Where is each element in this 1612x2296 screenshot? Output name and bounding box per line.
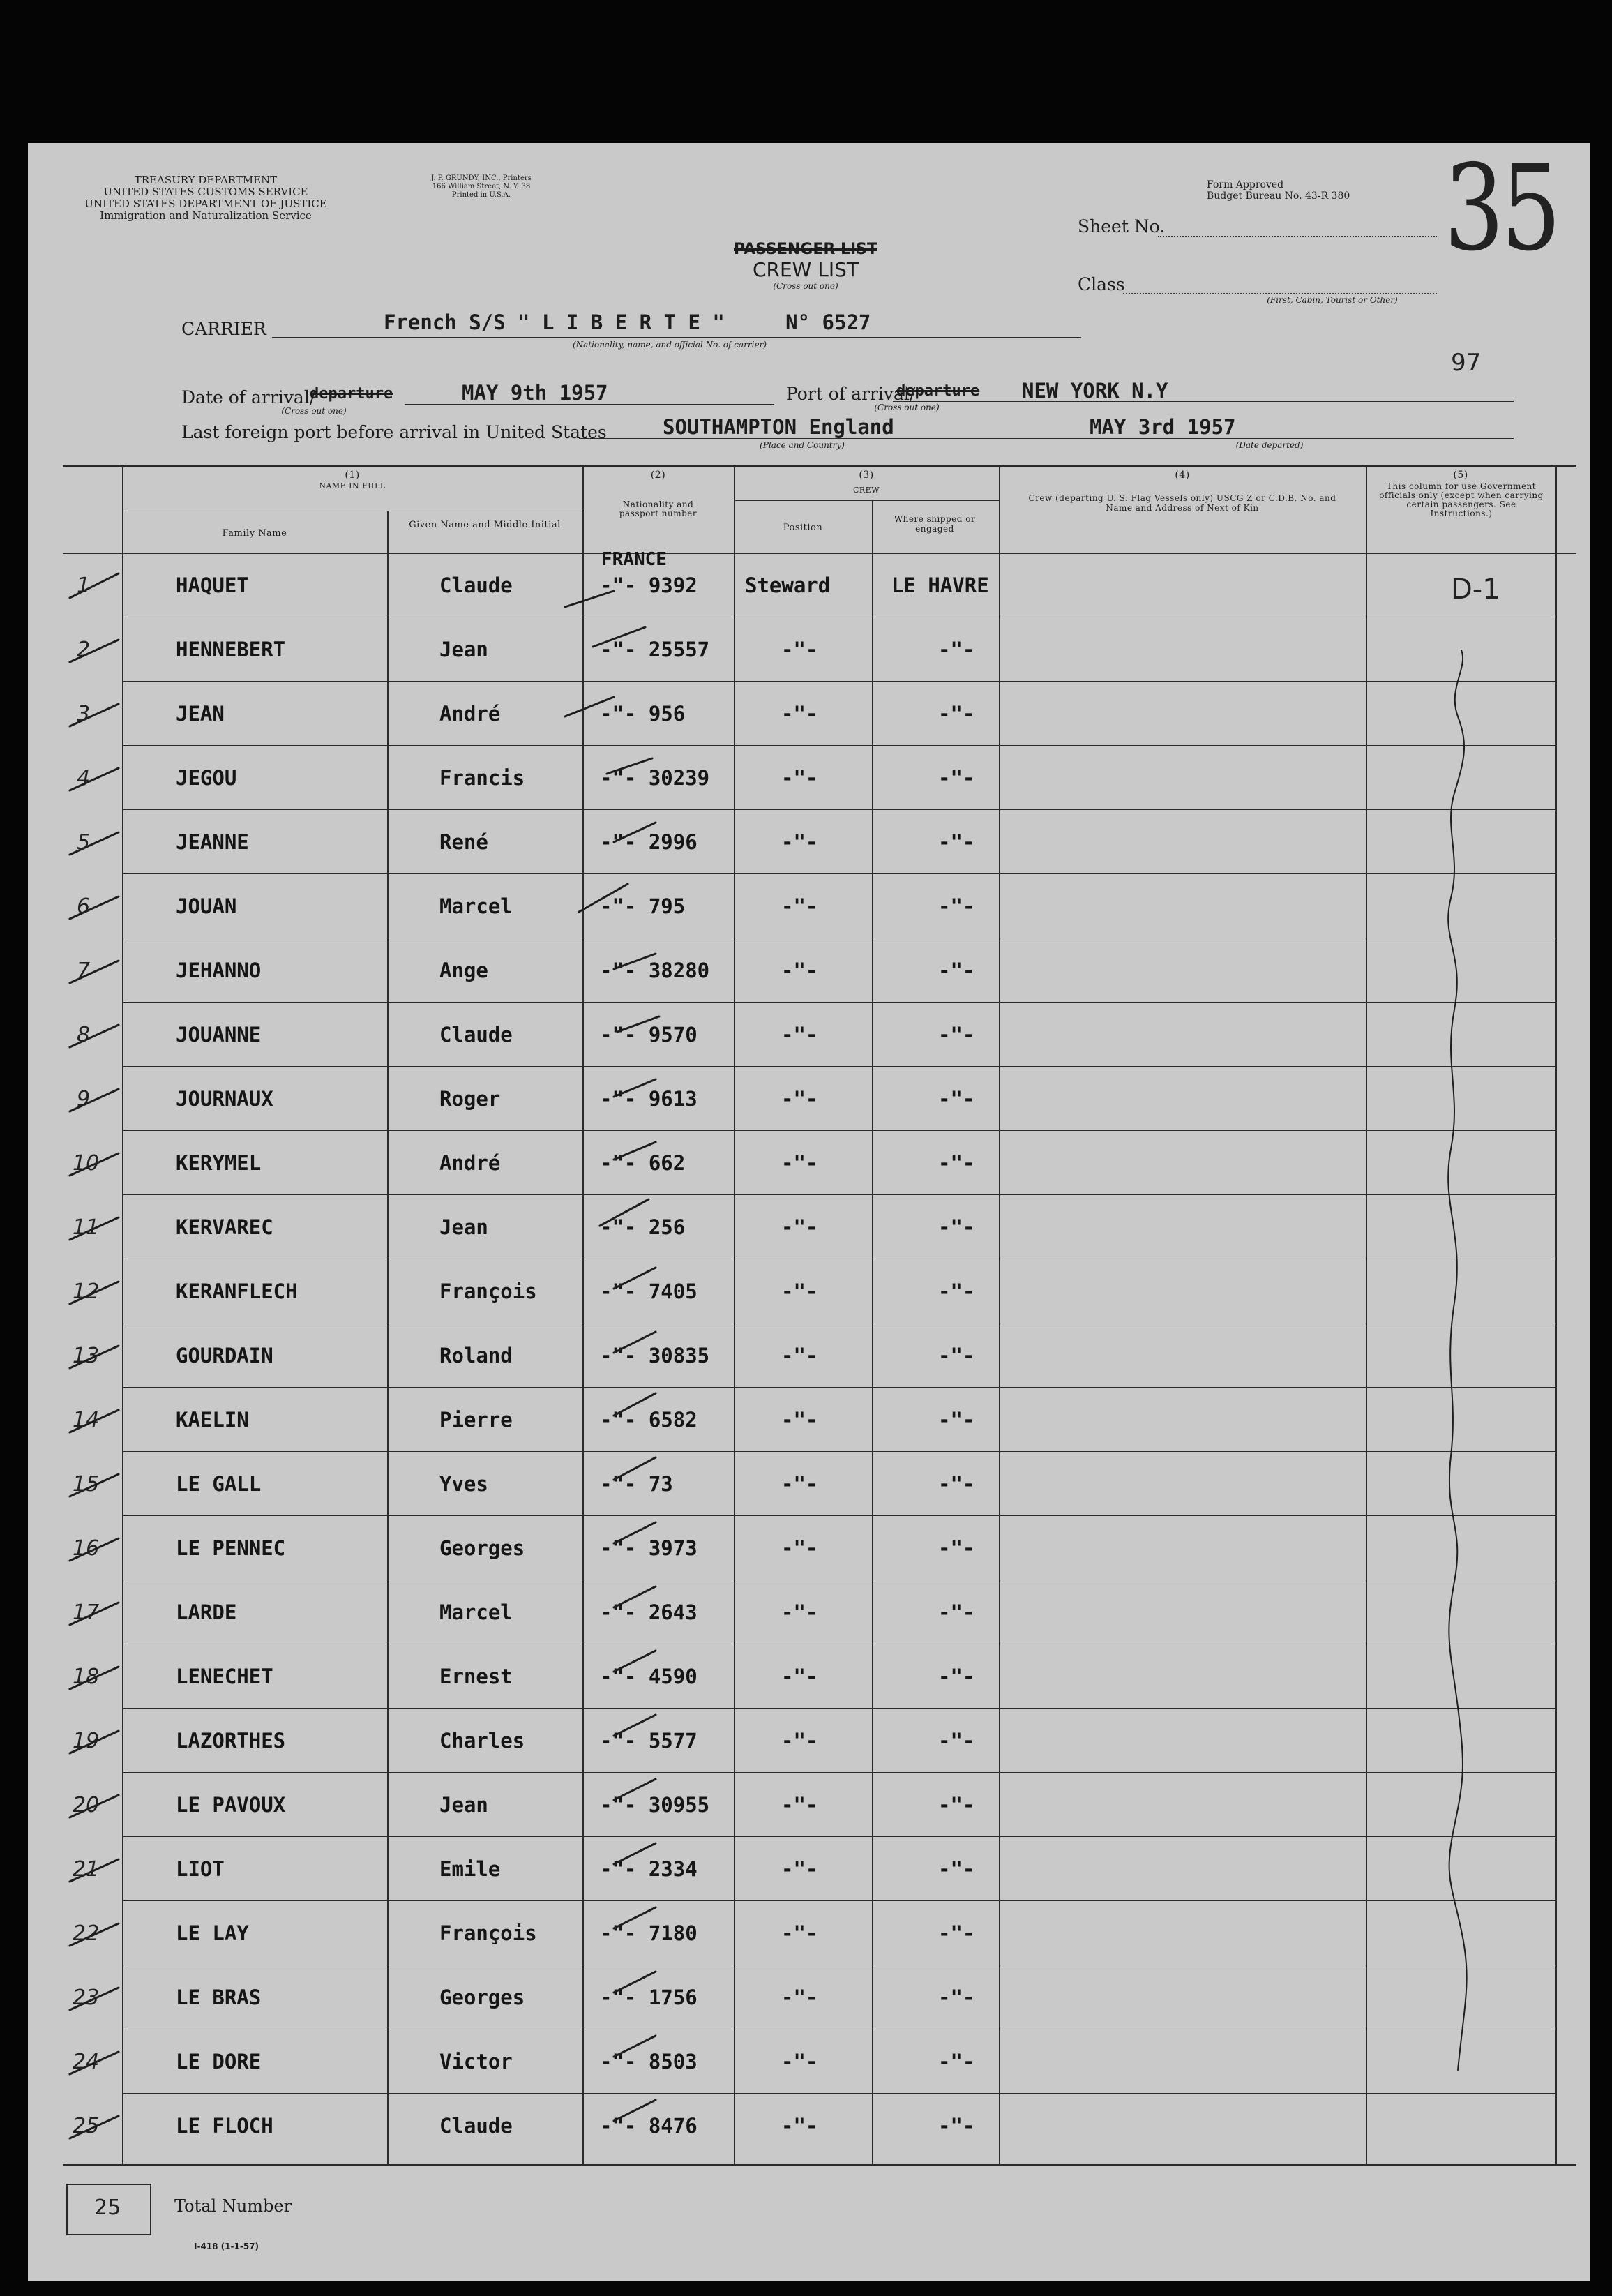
position: -"- (781, 894, 818, 918)
given-name: Claude (439, 573, 513, 597)
row-number: 15 (73, 1472, 100, 1496)
where-shipped: -"- (938, 1986, 975, 2009)
row-number: 18 (73, 1665, 100, 1689)
given-name: Pierre (439, 1408, 513, 1432)
where-shipped: -"- (938, 894, 975, 918)
passport-number: -"- 4590 (600, 1665, 698, 1688)
col5-number: (5) (1453, 470, 1468, 481)
family-name: LENECHET (176, 1665, 273, 1688)
row-number: 21 (73, 1857, 100, 1882)
given-name: Charles (439, 1729, 525, 1753)
official-wavy-line (1448, 650, 1466, 2070)
departed-caption: (Date departed) (1235, 440, 1304, 450)
given-name: Victor (439, 2050, 513, 2073)
passport-number: -"- 73 (600, 1472, 673, 1496)
family-name: JEGOU (176, 766, 237, 790)
check-mark (70, 832, 119, 855)
tick-mark (614, 823, 656, 842)
printer-line: Printed in U.S.A. (451, 191, 511, 199)
row-number: 11 (73, 1215, 100, 1240)
family-name: KERANFLECH (176, 1280, 298, 1303)
agency-block (56, 174, 356, 222)
row-number: 20 (73, 1793, 100, 1817)
where-shipped: -"- (938, 1536, 975, 1560)
family-name: KERYMEL (176, 1151, 262, 1175)
carrier-value: French S/S " L I B E R T E " N° 6527 (384, 310, 871, 334)
check-mark (70, 1538, 119, 1561)
check-mark (70, 1667, 119, 1689)
port-value: NEW YORK N.Y (1022, 379, 1168, 403)
port-label: Port of arrival/ (786, 384, 916, 404)
given-name-header: Given Name and Middle Initial (409, 520, 561, 530)
total-value: 25 (94, 2196, 121, 2220)
where-shipped: -"- (938, 1408, 975, 1432)
check-mark (70, 704, 119, 726)
tick-mark (614, 1586, 656, 1607)
printer-block (391, 174, 572, 200)
tick-mark (614, 1779, 656, 1800)
position: -"- (781, 1793, 818, 1817)
position: -"- (781, 1087, 818, 1111)
position: -"- (781, 1729, 818, 1753)
family-name: JEANNE (176, 830, 249, 854)
handwritten-marks (63, 465, 1576, 2168)
check-mark (70, 1410, 119, 1432)
position: -"- (781, 1280, 818, 1303)
tick-mark (614, 954, 656, 969)
position: -"- (781, 1665, 818, 1688)
given-name: André (439, 1151, 501, 1175)
where-shipped: -"- (938, 1665, 975, 1688)
row-number: 3 (77, 702, 91, 726)
family-name: LE GALL (176, 1472, 262, 1496)
check-mark (70, 1474, 119, 1496)
passport-number: -"- 25557 (600, 638, 710, 661)
family-name: KAELIN (176, 1408, 249, 1432)
check-mark (70, 1282, 119, 1304)
position: -"- (781, 2050, 818, 2073)
given-name: Roland (439, 1344, 513, 1367)
family-name: LE PENNEC (176, 1536, 286, 1560)
col2-title: Nationality and passport number (619, 500, 698, 518)
family-name: JEHANNO (176, 959, 262, 982)
position: -"- (781, 1857, 818, 1881)
given-name: Yves (439, 1472, 488, 1496)
position: Steward (745, 573, 831, 597)
row-number: 7 (77, 959, 91, 983)
crew-list-document (28, 140, 1590, 2281)
tick-mark (614, 1079, 656, 1097)
family-name: LARDE (176, 1600, 237, 1624)
position: -"- (781, 1600, 818, 1624)
position: -"- (781, 1408, 818, 1432)
where-shipped: -"- (938, 1729, 975, 1753)
position: -"- (781, 1151, 818, 1175)
where-shipped: -"- (938, 1472, 975, 1496)
class-caption: (First, Cabin, Tourist or Other) (1267, 295, 1398, 305)
tick-mark (614, 1332, 656, 1353)
family-name: LE PAVOUX (176, 1793, 286, 1817)
row-number: 17 (73, 1600, 100, 1625)
family-name: LAZORTHES (176, 1729, 286, 1753)
position: -"- (781, 1344, 818, 1367)
given-name: André (439, 702, 501, 726)
crew-table (63, 465, 1576, 2293)
tick-mark (617, 1016, 659, 1032)
departed-value: MAY 3rd 1957 (1090, 415, 1236, 439)
col4-title: Crew (departing U. S. Flag Vessels only) USCG Z or C.D.B. No. and Name and Address of Next of Kin (1028, 493, 1336, 513)
form-approved-line: Budget Bureau No. 43-R 380 (1207, 190, 1350, 202)
given-name: Georges (439, 1986, 525, 2009)
family-name: LE BRAS (176, 1986, 262, 2009)
family-name: HAQUET (176, 573, 249, 597)
agency-line: Immigration and Naturalization Service (100, 209, 312, 222)
tick-mark (614, 1522, 656, 1543)
tick-mark (579, 884, 628, 912)
sheet-label: Sheet No. (1078, 216, 1166, 237)
passport-number: -"- 7405 (600, 1280, 698, 1303)
passport-number: -"- 38280 (600, 959, 710, 982)
agency-line: UNITED STATES DEPARTMENT OF JUSTICE (84, 197, 327, 210)
check-mark (70, 1603, 119, 1625)
where-shipped: -"- (938, 1151, 975, 1175)
given-name: Marcel (439, 894, 513, 918)
tick-mark (614, 1393, 656, 1416)
total-label: Total Number (174, 2196, 292, 2216)
check-mark (70, 961, 119, 983)
given-name: Jean (439, 638, 488, 661)
passport-number: -"- 956 (600, 702, 686, 726)
check-mark (70, 1089, 119, 1111)
tick-mark (565, 697, 614, 716)
row-number: 12 (73, 1280, 100, 1304)
sheet-number: 35 (1444, 140, 1558, 278)
form-approved-block (1207, 179, 1350, 202)
tick-mark (614, 1268, 656, 1289)
passenger-list-struck: PASSENGER LIST (733, 241, 877, 258)
where-shipped: -"- (938, 638, 975, 661)
row-number: 2 (77, 638, 91, 662)
passport-number: -"- 6582 (600, 1408, 698, 1432)
row-number: 25 (73, 2114, 100, 2138)
check-mark (70, 2052, 119, 2074)
given-name: François (439, 1280, 537, 1303)
position: -"- (781, 766, 818, 790)
row-number: 23 (73, 1986, 100, 2010)
position: -"- (781, 1921, 818, 1945)
given-name: François (439, 1921, 537, 1945)
port-line (893, 401, 1514, 402)
where-shipped: -"- (938, 702, 975, 726)
date-caption: (Cross out one) (281, 406, 347, 416)
check-mark (70, 1988, 119, 2010)
passport-number: -"- 8476 (600, 2114, 698, 2138)
position: -"- (781, 1023, 818, 1046)
tick-mark (614, 1142, 656, 1160)
position: -"- (781, 1215, 818, 1239)
check-mark (70, 896, 119, 919)
where-shipped: LE HAVRE (891, 573, 989, 597)
row-number: 13 (73, 1344, 100, 1368)
where-shipped: -"- (938, 1215, 975, 1239)
passport-number: -"- 30835 (600, 1344, 710, 1367)
check-mark (70, 1346, 119, 1368)
given-name: Marcel (439, 1600, 513, 1624)
passport-number: -"- 795 (600, 894, 686, 918)
passport-number: -"- 2334 (600, 1857, 698, 1881)
list-caption: (Cross out one) (773, 281, 838, 291)
agency-line: UNITED STATES CUSTOMS SERVICE (103, 186, 308, 198)
sheet-line (1158, 236, 1437, 237)
given-name: Francis (439, 766, 525, 790)
given-name: Ange (439, 959, 488, 982)
check-mark (70, 1859, 119, 1882)
passport-number: -"- 30955 (600, 1793, 710, 1817)
passport-number: -"- 30239 (600, 766, 710, 790)
check-mark (70, 573, 119, 598)
family-name: LE FLOCH (176, 2114, 273, 2138)
where-shipped: -"- (938, 2050, 975, 2073)
last-port-caption: (Place and Country) (760, 440, 845, 450)
given-name: Claude (439, 1023, 513, 1046)
row-number: 16 (73, 1536, 100, 1561)
port-struck: departure (896, 382, 980, 400)
passport-number: -"- 2996 (600, 830, 698, 854)
last-port-label: Last foreign port before arrival in United States (181, 422, 607, 442)
row-number: 8 (77, 1023, 91, 1047)
passport-number: -"- 256 (600, 1215, 686, 1239)
col3-number: (3) (859, 470, 874, 481)
col3-title: CREW (852, 486, 880, 495)
date-line (405, 404, 774, 405)
position: -"- (781, 638, 818, 661)
tick-mark (614, 1843, 656, 1864)
tick-mark (614, 1457, 656, 1480)
nationality-header: FRANCE (601, 549, 667, 570)
carrier-label: CARRIER (181, 319, 266, 339)
where-shipped: -"- (938, 1087, 975, 1111)
check-mark (70, 1217, 119, 1240)
family-name: HENNEBERT (176, 638, 286, 661)
position: -"- (781, 2114, 818, 2138)
tick-mark (614, 1715, 656, 1736)
tick-mark (614, 1972, 656, 1993)
given-name: Ernest (439, 1665, 513, 1688)
last-port-line (579, 438, 1514, 439)
shipped-header: Where shipped or engaged (894, 514, 976, 534)
position: -"- (781, 1986, 818, 2009)
class-label: Class (1078, 274, 1125, 294)
where-shipped: -"- (938, 1023, 975, 1046)
row-number: 5 (77, 830, 91, 855)
col2-number: (2) (650, 470, 666, 481)
date-label: Date of arrival/ (181, 387, 316, 407)
printer-line: J. P. GRUNDY, INC., Printers (431, 174, 532, 182)
position: -"- (781, 1536, 818, 1560)
check-mark (70, 1795, 119, 1817)
given-name: Roger (439, 1087, 501, 1111)
carrier-line (272, 337, 1081, 338)
family-name: JOUAN (176, 894, 237, 918)
col5-title: This column for use Government officials only (except when carrying certain passengers. See Instructions.) (1379, 481, 1544, 518)
tick-mark (600, 1199, 649, 1226)
given-name: Jean (439, 1793, 488, 1817)
passport-number: -"- 9392 (600, 573, 698, 597)
position-header: Position (783, 523, 823, 533)
last-port-value: SOUTHAMPTON England (663, 415, 894, 439)
where-shipped: -"- (938, 1600, 975, 1624)
given-name: Emile (439, 1857, 501, 1881)
row-number: 6 (77, 894, 91, 919)
family-name: LIOT (176, 1857, 225, 1881)
tick-mark (607, 758, 652, 774)
total-box (66, 2184, 151, 2235)
where-shipped: -"- (938, 1344, 975, 1367)
position: -"- (781, 1472, 818, 1496)
col1-number: (1) (345, 470, 360, 481)
passport-number: -"- 9570 (600, 1023, 698, 1046)
carrier-caption: (Nationality, name, and official No. of carrier) (572, 340, 767, 350)
tick-mark (614, 2100, 656, 2121)
passport-number: -"- 8503 (600, 2050, 698, 2073)
tick-mark (614, 1651, 656, 1672)
check-mark (70, 768, 119, 790)
col4-number: (4) (1175, 470, 1190, 481)
where-shipped: -"- (938, 1857, 975, 1881)
position: -"- (781, 959, 818, 982)
tick-mark (565, 591, 614, 607)
passport-number: -"- 9613 (600, 1087, 698, 1111)
check-mark (70, 2116, 119, 2138)
where-shipped: -"- (938, 959, 975, 982)
row-number: 4 (77, 766, 91, 790)
col1-title: NAME IN FULL (319, 481, 386, 490)
check-mark (70, 1025, 119, 1047)
given-name: René (439, 830, 488, 854)
family-name: LE DORE (176, 2050, 262, 2073)
family-name: KERVAREC (176, 1215, 273, 1239)
given-name: Claude (439, 2114, 513, 2138)
list-title-block (701, 241, 910, 291)
check-mark (70, 1731, 119, 1753)
class-line (1123, 293, 1437, 294)
page-mark: 97 (1451, 349, 1482, 377)
agency-line: TREASURY DEPARTMENT (134, 174, 278, 186)
where-shipped: -"- (938, 830, 975, 854)
passport-number: -"- 1756 (600, 1986, 698, 2009)
where-shipped: -"- (938, 1280, 975, 1303)
row-number: 19 (73, 1729, 100, 1753)
passport-number: -"- 3973 (600, 1536, 698, 1560)
where-shipped: -"- (938, 1921, 975, 1945)
given-name: Georges (439, 1536, 525, 1560)
passport-number: -"- 2643 (600, 1600, 698, 1624)
family-name-header: Family Name (222, 528, 287, 539)
row-number: 24 (73, 2050, 100, 2074)
where-shipped: -"- (938, 2114, 975, 2138)
family-name: JOURNAUX (176, 1087, 273, 1111)
passport-number: -"- 662 (600, 1151, 686, 1175)
family-name: LE LAY (176, 1921, 249, 1945)
printer-line: 166 William Street, N. Y. 38 (432, 183, 531, 190)
crew-list-title: CREW LIST (752, 258, 859, 281)
row-number: 1 (77, 573, 91, 598)
check-mark (70, 1153, 119, 1176)
tick-mark (593, 627, 645, 647)
family-name: JEAN (176, 702, 225, 726)
row-number: 22 (73, 1921, 100, 1946)
family-name: JOUANNE (176, 1023, 262, 1046)
official-mark: D-1 (1451, 573, 1500, 606)
row-number: 14 (73, 1408, 100, 1432)
passport-number: -"- 7180 (600, 1921, 698, 1945)
position: -"- (781, 830, 818, 854)
given-name: Jean (439, 1215, 488, 1239)
tick-mark (614, 1907, 656, 1928)
check-mark (70, 640, 119, 662)
row-number: 10 (73, 1151, 100, 1176)
check-mark (70, 1923, 119, 1946)
date-struck: departure (310, 385, 393, 403)
form-code: I-418 (1-1-57) (194, 2242, 259, 2251)
where-shipped: -"- (938, 766, 975, 790)
where-shipped: -"- (938, 1793, 975, 1817)
row-number: 9 (77, 1087, 91, 1111)
passport-number: -"- 5577 (600, 1729, 698, 1753)
date-value: MAY 9th 1957 (462, 381, 608, 405)
form-approved-line: Form Approved (1207, 179, 1284, 190)
position: -"- (781, 702, 818, 726)
family-name: GOURDAIN (176, 1344, 273, 1367)
tick-mark (614, 2036, 656, 2057)
port-caption: (Cross out one) (874, 403, 940, 412)
